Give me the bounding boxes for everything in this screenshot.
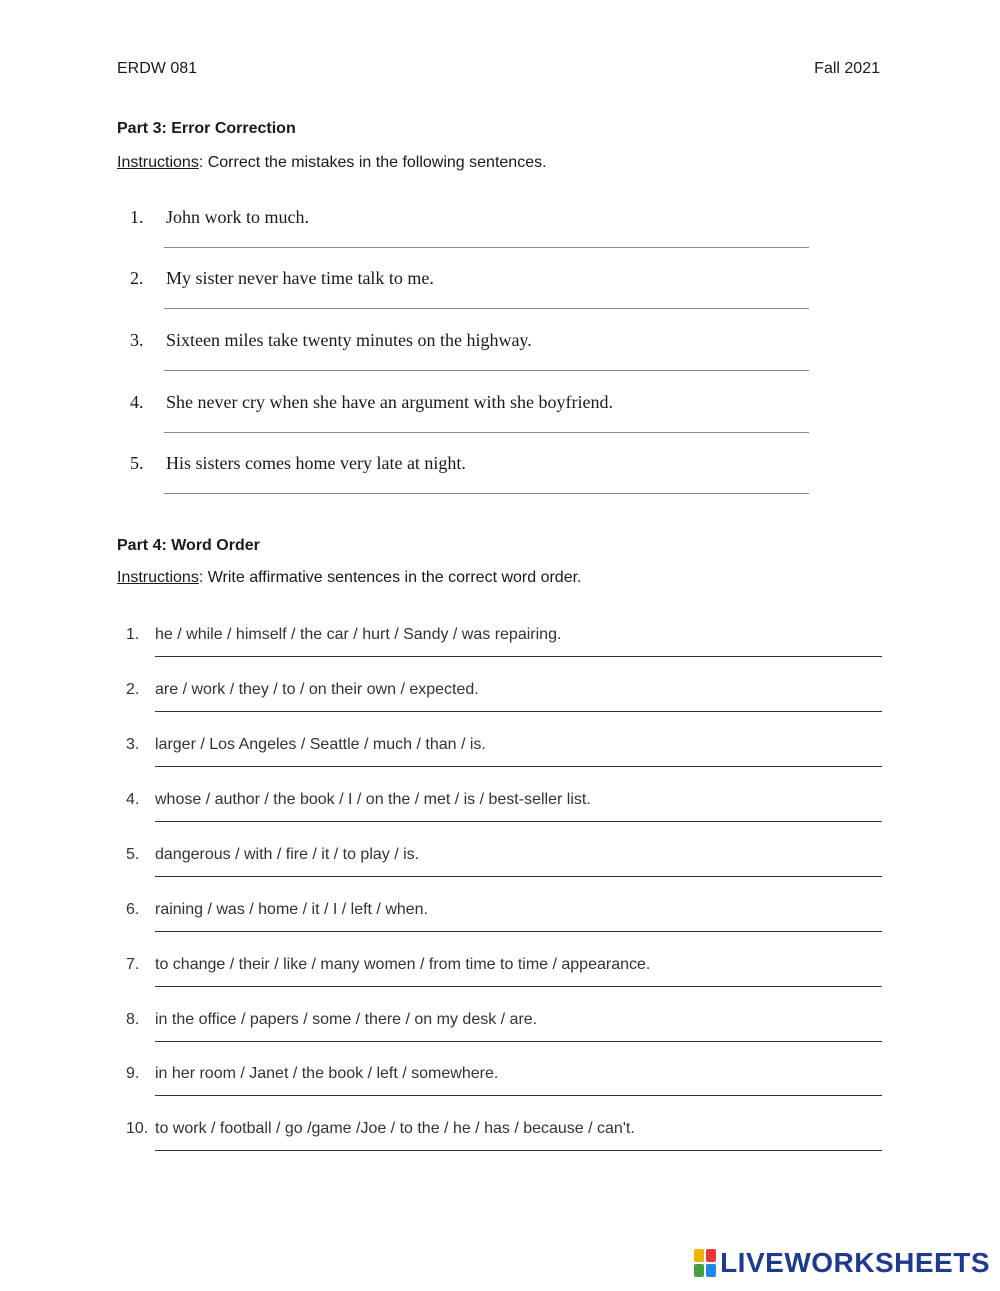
item-number: 5. xyxy=(130,453,144,473)
answer-line[interactable] xyxy=(155,986,882,987)
item-number: 1. xyxy=(130,207,144,227)
logo-text: LIVEWORKSHEETS xyxy=(720,1247,990,1278)
part4-item xyxy=(126,1120,886,1175)
item-number: 5. xyxy=(126,846,140,863)
answer-line[interactable] xyxy=(155,821,882,822)
item-number: 3. xyxy=(130,330,144,350)
answer-line[interactable] xyxy=(155,656,882,657)
item-number: 9. xyxy=(126,1065,140,1082)
term-label: Fall 2021 xyxy=(814,60,880,77)
answer-line[interactable] xyxy=(155,1095,882,1096)
item-words: in the office / papers / some / there / on my desk / are. xyxy=(155,1011,538,1028)
item-number: 2. xyxy=(130,268,144,288)
part4-item xyxy=(126,626,886,681)
part4-instructions-label: Instructions xyxy=(117,569,199,586)
answer-line[interactable] xyxy=(164,308,809,309)
item-words: whose / author / the book / I / on the / met / is / best-seller list. xyxy=(155,791,591,808)
logo-square-4 xyxy=(706,1264,716,1277)
part3-item xyxy=(130,207,830,269)
item-number: 3. xyxy=(126,736,140,753)
part3-item xyxy=(130,268,830,330)
answer-line[interactable] xyxy=(155,1150,882,1151)
item-number: 2. xyxy=(126,681,140,698)
item-words: larger / Los Angeles / Seattle / much / than / is. xyxy=(155,736,486,753)
item-words: raining / was / home / it / I / left / when. xyxy=(155,901,429,918)
part3-item xyxy=(130,453,830,515)
item-words: to change / their / like / many women / from time to time / appearance. xyxy=(155,956,651,973)
item-sentence: John work to much. xyxy=(166,207,309,227)
item-number: 6. xyxy=(126,901,140,918)
logo-square-3 xyxy=(694,1264,704,1277)
answer-line[interactable] xyxy=(164,247,809,248)
item-number: 1. xyxy=(126,626,140,643)
part4-item xyxy=(126,1065,886,1120)
item-sentence: She never cry when she have an argument with she boyfriend. xyxy=(166,392,614,412)
answer-line[interactable] xyxy=(155,876,882,877)
part3-title: Part 3: Error Correction xyxy=(117,120,296,137)
item-number: 8. xyxy=(126,1011,140,1028)
answer-line[interactable] xyxy=(164,370,809,371)
logo-square-2 xyxy=(706,1249,716,1262)
answer-line[interactable] xyxy=(155,1041,882,1042)
part4-item xyxy=(126,901,886,956)
part4-item xyxy=(126,791,886,846)
answer-line[interactable] xyxy=(155,766,882,767)
item-number: 7. xyxy=(126,956,140,973)
liveworksheets-logo[interactable] xyxy=(694,1247,990,1279)
logo-mark-icon xyxy=(694,1249,716,1277)
item-words: dangerous / with / fire / it / to play / is. xyxy=(155,846,420,863)
course-code: ERDW 081 xyxy=(117,60,198,77)
part3-instructions-text: : Correct the mistakes in the following sentences. xyxy=(198,154,547,171)
part4-item xyxy=(126,956,886,1011)
part3-item xyxy=(130,392,830,454)
part4-item xyxy=(126,736,886,791)
item-sentence: Sixteen miles take twenty minutes on the highway. xyxy=(166,330,532,350)
part4-item xyxy=(126,1011,886,1066)
item-sentence: His sisters comes home very late at night. xyxy=(166,453,466,473)
answer-line[interactable] xyxy=(164,432,809,433)
answer-line[interactable] xyxy=(155,711,882,712)
part3-instructions xyxy=(117,154,547,172)
part4-item xyxy=(126,681,886,736)
item-sentence: My sister never have time talk to me. xyxy=(166,268,434,288)
logo-square-1 xyxy=(694,1249,704,1262)
item-words: are / work / they / to / on their own / expected. xyxy=(155,681,479,698)
part4-item xyxy=(126,846,886,901)
part3-item xyxy=(130,330,830,392)
item-number: 4. xyxy=(130,392,144,412)
item-words: to work / football / go /game /Joe / to the / he / has / because / can't. xyxy=(155,1120,635,1137)
item-words: he / while / himself / the car / hurt / Sandy / was repairing. xyxy=(155,626,562,643)
part3-instructions-label: Instructions xyxy=(117,154,199,171)
item-words: in her room / Janet / the book / left / somewhere. xyxy=(155,1065,499,1082)
part4-title: Part 4: Word Order xyxy=(117,537,260,554)
item-number: 10. xyxy=(126,1120,149,1137)
part4-instructions xyxy=(117,569,582,587)
answer-line[interactable] xyxy=(155,931,882,932)
answer-line[interactable] xyxy=(164,493,809,494)
item-number: 4. xyxy=(126,791,140,808)
part4-instructions-text: : Write affirmative sentences in the correct word order. xyxy=(198,569,582,586)
